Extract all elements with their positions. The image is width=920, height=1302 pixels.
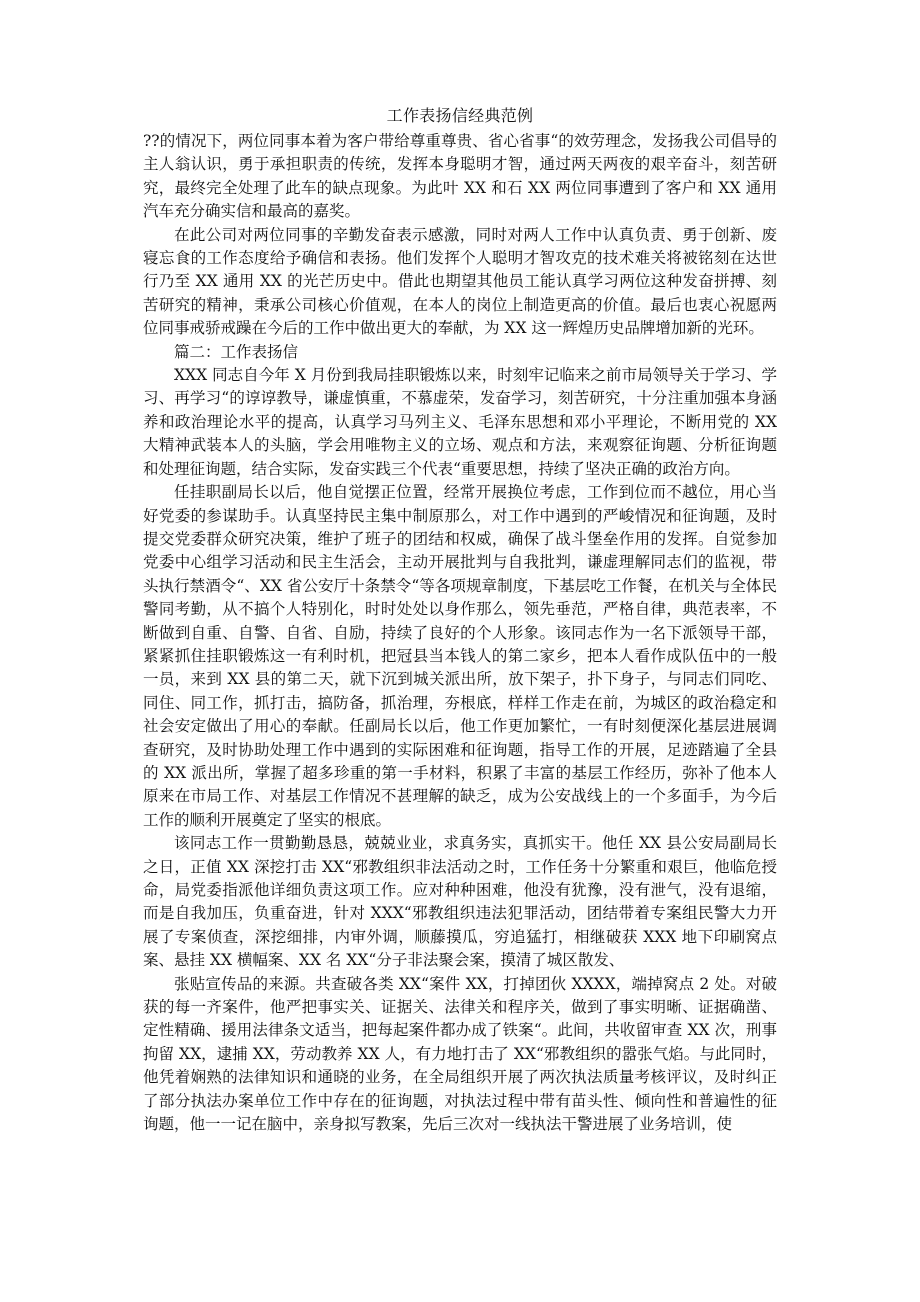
paragraph-4: 任挂职副局长以后，他自觉摆正位置，经常开展换位考虑，工作到位而不越位，用心当好党委的参谋助手。认真坚持民主集中制原那么，对工作中遇到的严峻情况和征询题，及时提交党委群众研究决策，维护了班子的团结和权威，确保了战斗堡垒作用的发挥。自觉参加党委中心组学习活动和民主生活会，主动开展批判与自我批判，谦虚理解同志们的监视，带头执行禁酒令“、XX 省公安厅十条禁令“等各项规章制度，下基层吃工作餐，在机关与全体民警同考勤，从不搞个人特别化，时时处处以身作那么，领先垂范，严格自律，典范表率，不断做到自重、自警、自省、自励，持续了良好的个人形象。该同志作为一名下派领导干部，紧紧抓住挂职锻炼这一有利时机，把冠县当本钱人的第二家乡，把本人看作成队伍中的一般一员，来到 XX 县的第二天，就下沉到城关派出所，放下架子，扑下身子，与同志们同吃、同住、同工作，抓打击，搞防备，抓治理，夯根底，样样工作走在前，为城区的政治稳定和社会安定做出了用心的奉献。任副局长以后，他工作更加繁忙，一有时刻便深化基层进展调查研究，及时协助处理工作中遇到的实际困难和征询题，指导工作的开展，足迹踏遍了全县的 XX 派出所，掌握了超多珍重的第一手材料，积累了丰富的基层工作经历，弥补了他本人原来在市局工作、对基层工作情况不甚理解的缺乏，成为公安战线上的一个多面手，为今后工作的顺利开展奠定了坚实的根底。 [143,483,777,829]
paragraph-3: XXX 同志自今年 X 月份到我局挂职锻炼以来，时刻牢记临来之前市局领导关于学习、学习、再学习“的谆谆教导，谦虚慎重，不慕虚荣，发奋学习，刻苦研究，十分注重加强本身涵养和政治理论水平的提高，认真学习马列主义、毛泽东思想和邓小平理论，不断用党的 XX 大精神武装本人的头脑，学会用唯物主义的立场、观点和方法，来观察征询题、分析征询题和处理征询题，结合实际，发奋实践三个代表“重要思想，持续了坚决正确的政治方向。 [143,366,777,478]
paragraph-1: ??的情况下，两位同事本着为客户带给尊重尊贵、省心省事“的效劳理念，发扬我公司倡导的主人翁认识，勇于承担职责的传统，发挥本身聪明才智，通过两天两夜的艰辛奋斗，刻苦研究，最终完全处理了此车的缺点现象。为此叶 XX 和石 XX 两位同事遭到了客户和 XX 通用汽车充分确实信和最高的嘉奖。 [143,132,777,221]
section-heading: 篇二：工作表扬信 [174,342,299,361]
document-title: 工作表扬信经典范例 [386,106,534,125]
paragraph-6: 张贴宣传品的来源。共查破各类 XX“案件 XX，打掉团伙 XXXX，端掉窝点 2 处。对破获的每一齐案件，他严把事实关、证据关、法律关和程序关，做到了事实明晰、证据确凿、定性精确、援用法律条文适当，把每起案件都办成了铁案“。此间，共收留审查 XX 次，刑事拘留 XX，逮捕 XX，劳动教养 XX 人，有力地打击了 XX“邪教组织的嚣张气焰。与此同时，他凭着娴熟的法律知识和通晓的业务，在全局组织开展了两次执法质量考核评议，及时纠正了部分执法办案单位工作中存在的征询题，对执法过程中带有苗头性、倾向性和普遍性的征询题，他一一记在脑中，亲身拟写教案，先后三次对一线执法干警进展了业务培训，使 [143,974,777,1134]
paragraph-5: 该同志工作一贯勤勤恳恳，兢兢业业，求真务实，真抓实干。他任 XX 县公安局副局长之日，正值 XX 深挖打击 XX“邪教组织非法活动之时，工作任务十分繁重和艰巨，他临危授命，局党委指派他详细负责这项工作。应对种种困难，他没有犹豫，没有泄气，没有退缩，而是自我加压，负重奋进，针对 XXX“邪教组织违法犯罪活动，团结带着专案组民警大力开展了专案侦查，深挖细排，内审外调，顺藤摸瓜，穷追猛打，相继破获 XXX 地下印刷窝点案、悬挂 XX 横幅案、XX 名 XX“分子非法聚会案，摸清了城区散发、 [143,834,777,970]
paragraph-2: 在此公司对两位同事的辛勤发奋表示感激，同时对两人工作中认真负责、勇于创新、废寝忘食的工作态度给予确信和表扬。他们发挥个人聪明才智攻克的技术难关将被铭刻在达世行乃至 XX 通用 XX 的光芒历史中。借此也期望其他员工能认真学习两位这种发奋拼搏、刻苦研究的精神，秉承公司核心价值观，在本人的岗位上制造更高的价值。最后也衷心祝愿两位同事戒骄戒躁在今后的工作中做出更大的奉献，为 XX 这一辉煌历史品牌增加新的光环。 [143,225,777,338]
document-page [143,104,777,1136]
